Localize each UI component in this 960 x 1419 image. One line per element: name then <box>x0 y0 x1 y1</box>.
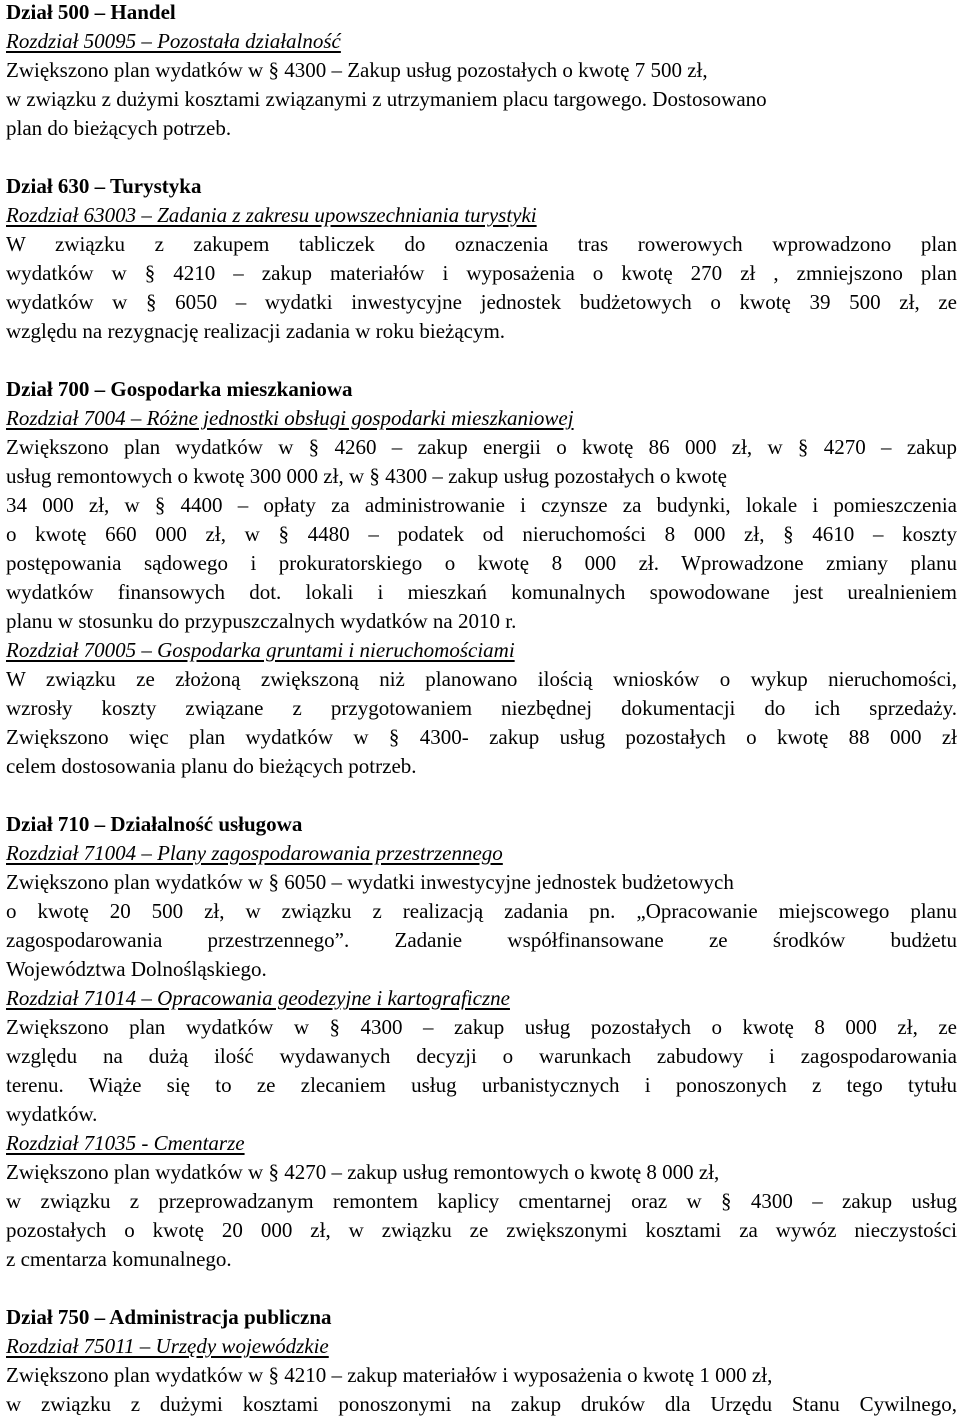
paragraph-line: planu w stosunku do przypuszczalnych wydatków na 2010 r. <box>6 609 517 633</box>
paragraph-line: wydatków w § 4210 – zakup materiałów i wyposażenia o kwotę 270 zł , zmniejszono plan <box>6 261 957 285</box>
paragraph-line: 34 000 zł, w § 4400 – opłaty za administrowanie i czynsze za budynki, lokale i pomieszczenia <box>6 493 957 517</box>
paragraph-line: względu na rezygnację realizacji zadania w roku bieżącym. <box>6 319 506 343</box>
paragraph-line: celem dostosowania planu do bieżących potrzeb. <box>6 754 417 778</box>
paragraph-line: Zwiększono więc plan wydatków w § 4300- zakup usług pozostałych o kwotę 88 000 zł <box>6 725 957 749</box>
paragraph-line: wydatków finansowych dot. lokali i mieszkań komunalnych spowodowane jest urealnieniem <box>6 580 957 604</box>
paragraph-line: Województwa Dolnośląskiego. <box>6 957 267 981</box>
paragraph-line: Zwiększono plan wydatków w § 4270 – zakup usług remontowych o kwotę 8 000 zł, <box>6 1160 720 1184</box>
paragraph-line: W związku z zakupem tabliczek do oznaczenia tras rowerowych wprowadzono plan <box>6 232 957 256</box>
section-heading: Dział 700 – Gospodarka mieszkaniowa <box>6 377 353 401</box>
section-spacer <box>6 143 957 172</box>
paragraph-line: plan do bieżących potrzeb. <box>6 116 232 140</box>
document-page <box>6 0 957 1419</box>
paragraph-line: Zwiększono plan wydatków w § 6050 – wydatki inwestycyjne jednostek budżetowych <box>6 870 734 894</box>
paragraph-line: w związku z przeprowadzanym remontem kaplicy cmentarnej oraz w § 4300 – zakup usług <box>6 1189 957 1213</box>
paragraph-line: wzrosły koszty związane z przygotowaniem niezbędnej dokumentacji do ich sprzedaży. <box>6 696 957 720</box>
section-heading: Dział 630 – Turystyka <box>6 174 202 198</box>
subsection-heading: Rozdział 71004 – Plany zagospodarowania przestrzennego <box>6 841 503 865</box>
subsection-heading: Rozdział 70005 – Gospodarka gruntami i nieruchomościami <box>6 638 515 662</box>
section-spacer <box>6 346 957 375</box>
subsection-heading: Rozdział 71014 – Opracowania geodezyjne i kartograficzne <box>6 986 510 1010</box>
subsection-heading: Rozdział 50095 – Pozostała działalność <box>6 29 341 53</box>
section-heading: Dział 710 – Działalność usługowa <box>6 812 303 836</box>
paragraph-line: o kwotę 660 000 zł, w § 4480 – podatek od nieruchomości 8 000 zł, § 4610 – koszty <box>6 522 957 546</box>
section-heading: Dział 750 – Administracja publiczna <box>6 1305 332 1329</box>
paragraph-line: w związku z dużymi kosztami ponoszonymi na zakup druków dla Urzędu Stanu Cywilnego, <box>6 1392 957 1416</box>
paragraph-line: z cmentarza komunalnego. <box>6 1247 232 1271</box>
section-heading: Dział 500 – Handel <box>6 0 176 24</box>
paragraph-line: względu na dużą ilość wydawanych decyzji o warunkach zabudowy i zagospodarowania <box>6 1044 957 1068</box>
paragraph-line: terenu. Wiąże się to ze zlecaniem usług urbanistycznych i ponoszonych z tego tytułu <box>6 1073 957 1097</box>
paragraph-line: usług remontowych o kwotę 300 000 zł, w § 4300 – zakup usług pozostałych o kwotę <box>6 464 727 488</box>
paragraph-line: o kwotę 20 500 zł, w związku z realizacją zadania pn. „Opracowanie miejscowego planu <box>6 899 957 923</box>
subsection-heading: Rozdział 75011 – Urzędy wojewódzkie <box>6 1334 329 1358</box>
subsection-heading: Rozdział 71035 - Cmentarze <box>6 1131 245 1155</box>
paragraph-line: w związku z dużymi kosztami związanymi z utrzymaniem placu targowego. Dostosowano <box>6 87 767 111</box>
section-spacer <box>6 781 957 810</box>
paragraph-line: Zwiększono plan wydatków w § 4300 – zakup usług pozostałych o kwotę 8 000 zł, ze <box>6 1015 957 1039</box>
section-spacer <box>6 1274 957 1303</box>
paragraph-line: Zwiększono plan wydatków w § 4300 – Zakup usług pozostałych o kwotę 7 500 zł, <box>6 58 708 82</box>
paragraph-line: W związku ze złożoną zwiększoną niż planowano ilością wniosków o wykup nieruchomości, <box>6 667 957 691</box>
paragraph-line: zagospodarowania przestrzennego”. Zadanie współfinansowane ze środków budżetu <box>6 928 957 952</box>
paragraph-line: postępowania sądowego i prokuratorskiego o kwotę 8 000 zł. Wprowadzone zmiany planu <box>6 551 957 575</box>
subsection-heading: Rozdział 7004 – Różne jednostki obsługi gospodarki mieszkaniowej <box>6 406 574 430</box>
paragraph-line: wydatków. <box>6 1102 98 1126</box>
paragraph-line: wydatków w § 6050 – wydatki inwestycyjne jednostek budżetowych o kwotę 39 500 zł, ze <box>6 290 957 314</box>
subsection-heading: Rozdział 63003 – Zadania z zakresu upowszechniania turystyki <box>6 203 537 227</box>
paragraph-line: Zwiększono plan wydatków w § 4260 – zakup energii o kwotę 86 000 zł, w § 4270 – zakup <box>6 435 957 459</box>
paragraph-line: pozostałych o kwotę 20 000 zł, w związku ze zwiększonymi kosztami za wywóz nieczystości <box>6 1218 957 1242</box>
paragraph-line: Zwiększono plan wydatków w § 4210 – zakup materiałów i wyposażenia o kwotę 1 000 zł, <box>6 1363 773 1387</box>
